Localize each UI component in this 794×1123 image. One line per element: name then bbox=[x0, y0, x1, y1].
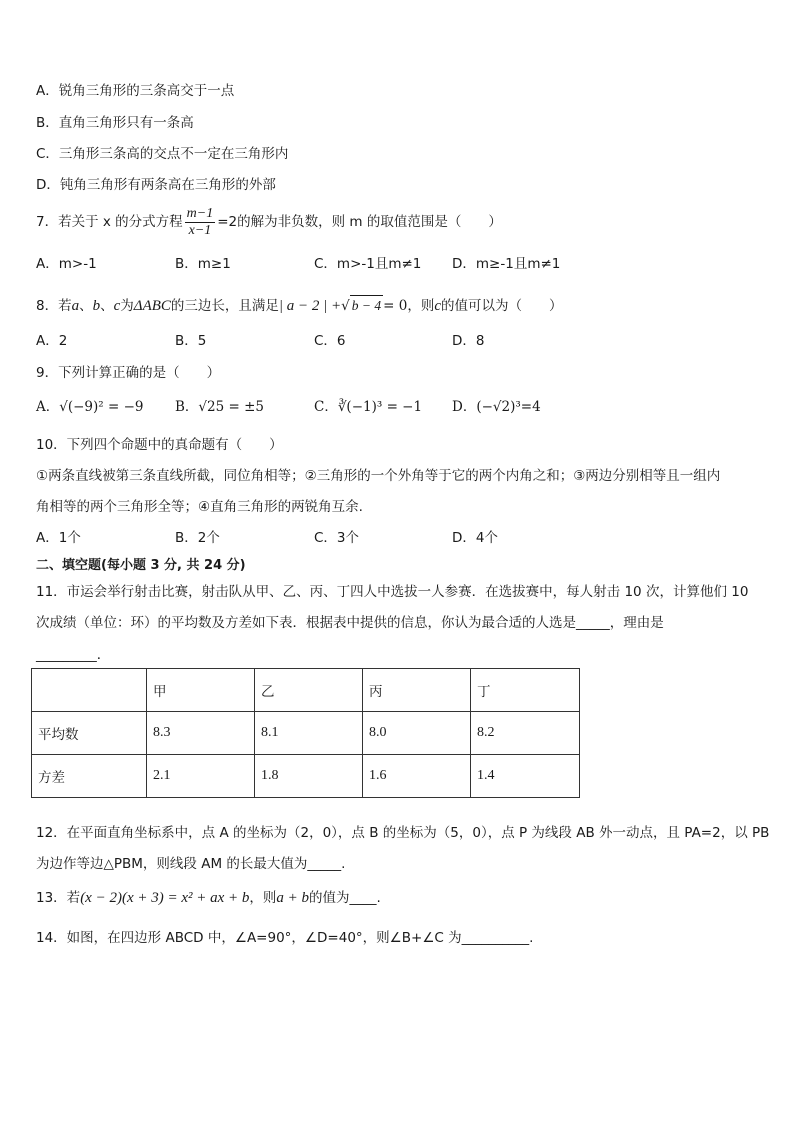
q6-option-d: D．钝角三角形有两条高在三角形的外部 bbox=[36, 177, 276, 193]
q6-option-b: B．直角三角形只有一条高 bbox=[36, 115, 194, 131]
q13-stem bbox=[36, 888, 381, 908]
q7-fraction-denominator: x−1 bbox=[188, 222, 212, 238]
q8-abs-expr: | a − 2 | + bbox=[278, 298, 342, 314]
table-header-row bbox=[32, 669, 580, 712]
q13-mid: ，则 bbox=[249, 890, 277, 906]
q8-option-c: C．6 bbox=[314, 333, 346, 349]
q13-expression: (x − 2)(x + 3) = x² + ax + b bbox=[80, 890, 250, 906]
q8-var-c2: c bbox=[434, 298, 442, 314]
table-cell: 1.6 bbox=[363, 755, 471, 798]
q7-stem bbox=[36, 202, 502, 242]
q8-mid: 为 bbox=[120, 298, 134, 314]
table-header-cell: 丙 bbox=[363, 669, 471, 712]
table-cell: 8.0 bbox=[363, 712, 471, 755]
q7-fraction-numerator: m−1 bbox=[186, 205, 214, 221]
q6-option-a: A．锐角三角形的三条高交于一点 bbox=[36, 83, 235, 99]
q10-statement-line2: 角相等的两个三角形全等；④直角三角形的两锐角互余. bbox=[36, 499, 363, 515]
table-cell: 8.1 bbox=[255, 712, 363, 755]
table-cell: 1.8 bbox=[255, 755, 363, 798]
q8-eq: = 0 bbox=[383, 298, 408, 314]
q8-var-a: a bbox=[71, 298, 80, 314]
q8-stem: 8．若a、b、c为ΔABC的三边长，且满足| a − 2 | +√ b − 4 = 0，则c的值可以为（ ） bbox=[36, 295, 563, 316]
q7-option-a: A．m>-1 bbox=[36, 256, 97, 272]
q9-option-a: A．√(−9)² = −9 bbox=[36, 399, 144, 415]
q10-statement-line1: ①两条直线被第三条直线所截，同位角相等；②三角形的一个外角等于它的两个内角之和；③两边分别相等且一组内 bbox=[36, 468, 721, 484]
q8-mid2: 的三边长，且满足 bbox=[170, 298, 279, 314]
q8-sqrt-expr: b − 4 bbox=[350, 295, 383, 316]
table-cell: 8.3 bbox=[147, 712, 255, 755]
q10-option-b: B．2个 bbox=[175, 530, 220, 546]
q10-option-a: A．1个 bbox=[36, 530, 81, 546]
q9-option-d: D．(−√2)³=4 bbox=[452, 399, 541, 415]
q8-end: 的值可以为（ ） bbox=[441, 298, 563, 314]
q13-end: 的值为____. bbox=[309, 890, 381, 906]
q7-fraction bbox=[185, 206, 216, 239]
q9-stem: 9．下列计算正确的是（ ） bbox=[36, 365, 221, 381]
table-row-label: 方差 bbox=[32, 755, 147, 798]
table-header-cell: 乙 bbox=[255, 669, 363, 712]
table-cell: 1.4 bbox=[471, 755, 580, 798]
q6-option-c: C．三角形三条高的交点不一定在三角形内 bbox=[36, 146, 289, 162]
q8-option-d: D．8 bbox=[452, 333, 485, 349]
q9-option-b: B．√25 = ±5 bbox=[175, 399, 264, 415]
q14-stem: 14．如图，在四边形 ABCD 中，∠A=90°，∠D=40°，则∠B+∠C 为__________. bbox=[36, 930, 534, 946]
q7-option-c: C．m>-1且m≠1 bbox=[314, 256, 422, 272]
q12-line1: 12．在平面直角坐标系中，点 A 的坐标为（2，0），点 B 的坐标为（5，0），点 P 为线段 AB 外一动点，且 PA=2，以 PB bbox=[36, 825, 770, 841]
table-cell: 2.1 bbox=[147, 755, 255, 798]
q12-line2: 为边作等边△PBM，则线段 AM 的长最大值为_____. bbox=[36, 856, 346, 872]
q8-prefix: 8．若 bbox=[36, 298, 72, 314]
q7-option-b: B．m≥1 bbox=[175, 256, 231, 272]
q10-option-c: C．3个 bbox=[314, 530, 360, 546]
table-row bbox=[32, 755, 580, 798]
q8-triangle: ΔABC bbox=[133, 298, 171, 314]
q7-prefix: 7．若关于 x 的分式方程 bbox=[36, 214, 183, 230]
section-fill-in-blank-heading: 二、填空题(每小题 3 分, 共 24 分) bbox=[36, 558, 246, 573]
q13-expression2: a + b bbox=[276, 890, 310, 906]
q8-sep2: 、 bbox=[100, 298, 114, 314]
table-header-cell: 丁 bbox=[471, 669, 580, 712]
q8-tail: ，则 bbox=[407, 298, 435, 314]
table-row bbox=[32, 712, 580, 755]
q11-line2: 次成绩（单位：环）的平均数及方差如下表．根据表中提供的信息，你认为最合适的人选是_____，理由是 bbox=[36, 615, 664, 631]
q8-option-a: A．2 bbox=[36, 333, 68, 349]
q13-prefix: 13．若 bbox=[36, 890, 81, 906]
q8-option-b: B．5 bbox=[175, 333, 207, 349]
q11-line3: _________． bbox=[36, 647, 111, 663]
table-cell: 8.2 bbox=[471, 712, 580, 755]
q9-option-c: C．∛(−1)³ = −1 bbox=[314, 399, 423, 415]
q7-option-d: D．m≥-1且m≠1 bbox=[452, 256, 561, 272]
q10-option-d: D．4个 bbox=[452, 530, 498, 546]
table-header-cell: 甲 bbox=[147, 669, 255, 712]
table-row-label: 平均数 bbox=[32, 712, 147, 755]
q8-sep1: 、 bbox=[79, 298, 93, 314]
q8-var-b: b bbox=[92, 298, 101, 314]
table-header-cell bbox=[32, 669, 147, 712]
q10-stem: 10．下列四个命题中的真命题有（ ） bbox=[36, 437, 283, 453]
q11-line1: 11．市运会举行射击比赛，射击队从甲、乙、丙、丁四人中选拔一人参赛．在选拔赛中，每人射击 10 次，计算他们 10 bbox=[36, 584, 749, 600]
q7-suffix: =2的解为非负数，则 m 的取值范围是（ ） bbox=[217, 214, 502, 230]
q8-var-c: c bbox=[113, 298, 121, 314]
score-table bbox=[31, 668, 580, 798]
